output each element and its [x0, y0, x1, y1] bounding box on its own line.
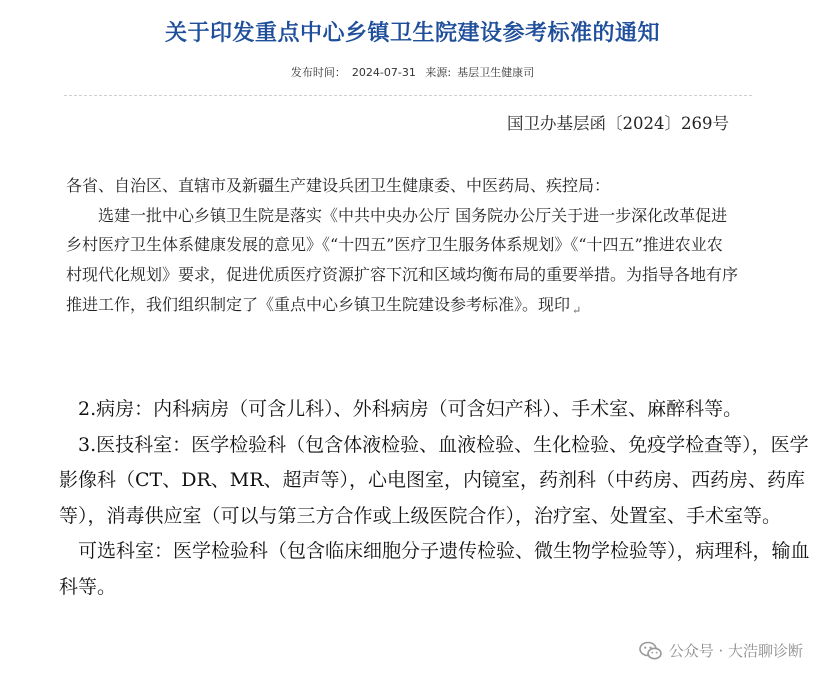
- divider: [64, 95, 752, 96]
- list-item-wards: 2.病房：内科病房（可含儿科）、外科病房（可含妇产科）、手术室、麻醉科等。: [78, 398, 743, 420]
- page-title: 关于印发重点中心乡镇卫生院建设参考标准的通知: [164, 21, 660, 46]
- wechat-icon: [639, 641, 663, 661]
- list-item-optional: 可选科室：医学检验科（包含临床细胞分子遗传检验、微生物学检验等），病理科，输血科等。: [59, 540, 810, 598]
- department-list: [59, 392, 811, 606]
- letter-body: [66, 171, 738, 326]
- source-name: 基层卫生健康司: [457, 66, 535, 79]
- letter-paragraph-text: 选建一批中心乡镇卫生院是落实《中共中央办公厅 国务院办公厅关于进一步深化改革促进乡村医疗卫生体系健康发展的意见》《“十四五”医疗卫生服务体系规划》《“十四五”推进农业农村现代化规划》要求，促进优质医疗资源扩容下沉和区域均衡布局的重要举措。为指导各地有序推进工作，我们组织制定了《重点中心乡镇卫生院建设参考标准》。现印: [66, 205, 739, 314]
- publish-date: 2024-07-31: [351, 66, 416, 79]
- publish-label: 发布时间：: [290, 66, 346, 79]
- salutation: 各省、自治区、直辖市及新疆生产建设兵团卫生健康委、中医药局、疾控局：: [66, 176, 611, 195]
- letter-paragraph: [66, 201, 738, 326]
- document-number: 国卫办基层函〔2024〕269号: [507, 114, 729, 133]
- watermark: [639, 640, 803, 661]
- source-label: 来源:: [425, 66, 452, 79]
- article-meta: [0, 64, 825, 80]
- watermark-text: 公众号 · 大浩聊诊断: [668, 642, 803, 660]
- list-item-medical-tech: 3.医技科室：医学检验科（包含体液检验、血液检验、生化检验、免疫学检查等），医学影像科（CT、DR、MR、超声等），心电图室，内镜室，药剂科（中药房、西药房、药库等），消毒供应室（可以与第三方合作或上级医院合作），治疗室、处置室、手术室等。: [59, 433, 809, 527]
- paragraph-mark: ↵: [572, 303, 582, 317]
